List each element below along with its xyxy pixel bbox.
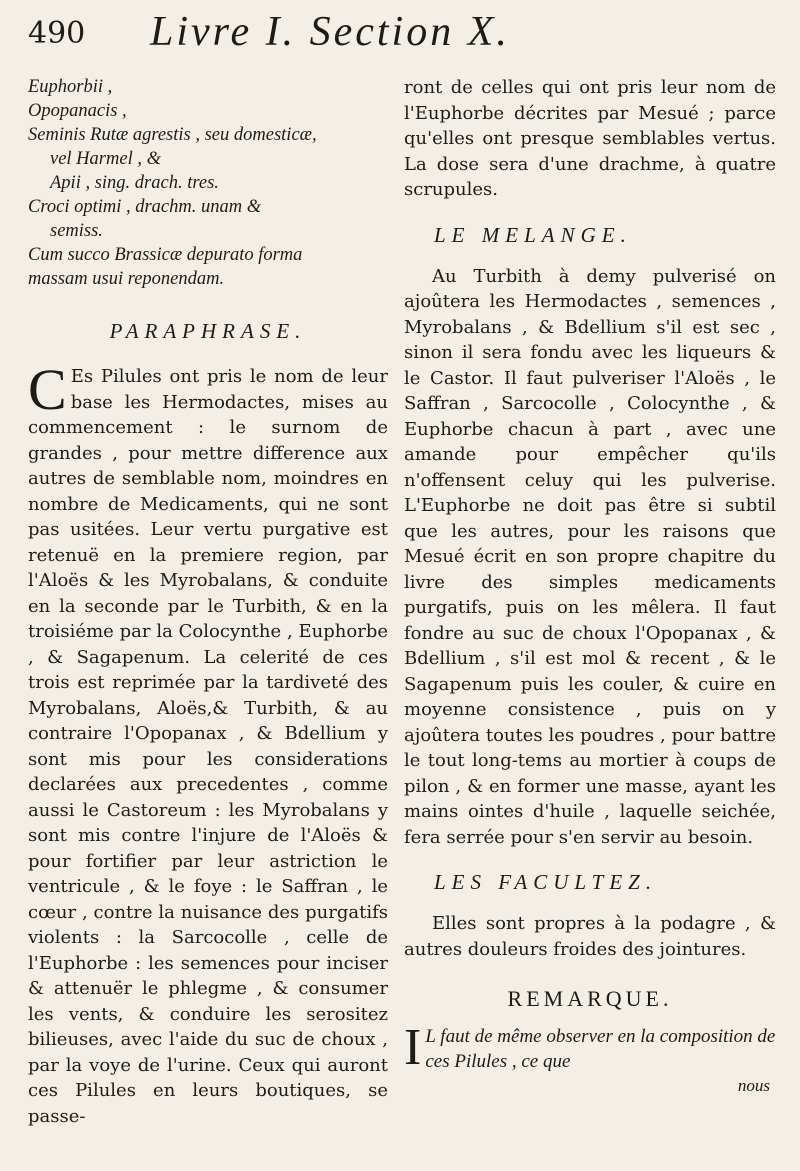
running-head: Livre I. Section X.	[150, 9, 510, 55]
paraphrase-text: Es Pilules ont pris le nom de leur base les Hermodactes, mises au commencement : le surnom de grandes , pour mettre difference aux autres de semblable nom, moindres en nombre de Medicaments, qui ne sont pas usitées. Leur vertu purgative est retenuë en la premiere region, par l'Aloës & les Myrobalans, & conduite en la seconde par le Turbith, & en la troisiéme par la Colocynthe , Euphorbe , & Sagapenum. La celerité de ces trois est reprimée par la tardiveté des Myrobalans, Aloës,& Turbith, & au contraire l'Opopanax , & Bdellium y sont mis pour les considerations declarées aux precedentes , comme aussi le Castoreum : les Myrobalans y sont mis contre l'injure de l'Aloës & pour fortifier par leur astriction le ventricule , & le foye : le Saffran , le cœur , contre la nuisance des purgatifs violents : la Sarcocolle , celle de l'Euphorbe : les semences pour inciser & attenuër le phlegme , & consumer les vents, & conduire les serositez bilieuses, avec l'aide du suc de choux , par la voye de l'urine. Ceux qui auront ces Pilules en leurs boutiques, se passe-	[28, 366, 388, 1127]
ingredient-line: Euphorbii ,	[28, 77, 113, 97]
paraphrase-drop-cap: C	[28, 357, 67, 422]
remarque-text: L faut de même observer en la composition de ces Pilules , ce que	[425, 1026, 776, 1072]
paraphrase-heading: PARAPHRASE.	[109, 319, 307, 343]
right-column	[404, 75, 776, 1096]
ingredient-line: Opopanacis ,	[28, 101, 127, 121]
remarque-drop-cap: I	[404, 1019, 422, 1076]
ingredient-line: Apii , sing. drach. tres.	[50, 173, 219, 193]
ingredient-line: vel Harmel , &	[50, 149, 161, 169]
melange-text: Au Turbith à demy pulverisé on ajoûtera les Hermodactes , semences , Myrobalans , & Bdellium s'il est sec , sinon il sera fondu avec les liqueurs & le Castor. Il faut pulveriser l'Aloës , le Saffran , Sarcocolle , Colocynthe , & Euphorbe chacun à part , avec une amande pour empêcher qu'ils n'offensent celuy qui les pulverise. L'Euphorbe ne doit pas être si subtil que les autres, pour les raisons que Mesué écrit en son propre chapitre du livre des simples medicaments purgatifs, puis on les mêlera. Il faut fondre au suc de choux l'Opopanax , & Bdellium , s'il est mol & recent , & le Sagapenum puis les couler, & cuire en moyenne consistence , puis on y ajoûtera toutes les poudres , pour battre le tout long-tems au mortier à coups de pilon , & en former une masse, ayant les mains ointes d'huile , laquelle seichée, fera serrée pour s'en servir au besoin.	[404, 265, 776, 848]
left-column	[28, 75, 388, 1129]
continuation-text: ront de celles qui ont pris leur nom de l'Euphorbe décrites par Mesué ; parce qu'elles ont presque semblables vertus. La dose sera d'une drachme, à quatre scrupules.	[404, 77, 776, 200]
remarque-body	[404, 1019, 776, 1076]
ingredient-line: Seminis Rutæ agrestis , seu domesticæ,	[28, 125, 317, 145]
ingredient-line: Croci optimi , drachm. unam &	[28, 197, 262, 217]
ingredient-line: massam usui reponendam.	[28, 269, 225, 289]
catchword: nous	[737, 1076, 770, 1095]
ingredient-line: Cum succo Brassicæ depurato forma	[28, 245, 303, 265]
ingredient-list	[28, 75, 388, 291]
melange-heading: LE MELANGE.	[434, 222, 632, 247]
page-number: 490	[28, 16, 86, 51]
paraphrase-body	[28, 357, 388, 1129]
facultez-text: Elles sont propres à la podagre , & autres douleurs froides des jointures.	[404, 913, 776, 960]
ingredient-line: semiss.	[50, 221, 103, 241]
facultez-heading: LES FACULTEZ.	[434, 870, 658, 894]
remarque-heading: REMARQUE.	[507, 986, 673, 1011]
